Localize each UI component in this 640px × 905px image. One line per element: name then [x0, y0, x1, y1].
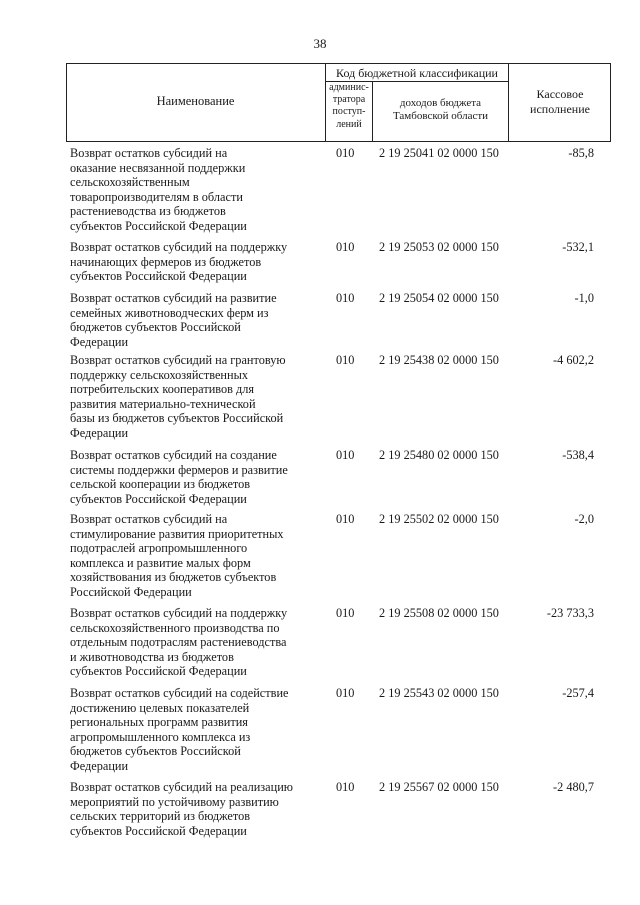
row-name: Возврат остатков субсидий на оказание несвязанной поддержки сельскохозяйственным товаропроизводителям в области растениеводства из бюджетов субъектов Российской Федерации	[70, 146, 247, 233]
row-admin-code: 010	[336, 240, 355, 254]
row-income-code: 2 19 25480 02 0000 150	[379, 448, 499, 462]
row-name: Возврат остатков субсидий на стимулирование развития приоритетных подотраслей агропромышленного комплекса и развитие малых форм хозяйствования из бюджетов субъектов Российской Федерации	[70, 512, 284, 599]
row-admin-code: 010	[336, 448, 355, 462]
row-amount: -85,8	[568, 146, 594, 160]
row-admin-code: 010	[336, 146, 355, 160]
row-income-code: 2 19 25567 02 0000 150	[379, 780, 499, 794]
row-admin-code: 010	[336, 606, 355, 620]
row-income-code: 2 19 25438 02 0000 150	[379, 353, 499, 367]
header-code-group: Код бюджетной классификации	[336, 66, 498, 80]
row-income-code: 2 19 25054 02 0000 150	[379, 291, 499, 305]
row-income-code: 2 19 25508 02 0000 150	[379, 606, 499, 620]
row-amount: -2 480,7	[553, 780, 594, 794]
row-amount: -4 602,2	[553, 353, 594, 367]
row-admin-code: 010	[336, 686, 355, 700]
row-name: Возврат остатков субсидий на создание системы поддержки фермеров и развитие сельской кооперации из бюджетов субъектов Российской Федерации	[70, 448, 288, 506]
row-income-code: 2 19 25053 02 0000 150	[379, 240, 499, 254]
row-admin-code: 010	[336, 291, 355, 305]
row-amount: -1,0	[574, 291, 594, 305]
row-admin-code: 010	[336, 512, 355, 526]
row-amount: -2,0	[574, 512, 594, 526]
page-number: 38	[313, 36, 327, 51]
header-name: Наименование	[156, 94, 235, 108]
row-name: Возврат остатков субсидий на поддержку начинающих фермеров из бюджетов субъектов Российской Федерации	[70, 240, 288, 283]
row-admin-code: 010	[336, 353, 355, 367]
row-amount: -538,4	[562, 448, 594, 462]
row-name: Возврат остатков субсидий на грантовую поддержку сельскохозяйственных потребительских кооперативов для развития материально-технической базы из бюджетов субъектов Российской Федерации	[70, 353, 286, 440]
row-income-code: 2 19 25502 02 0000 150	[379, 512, 499, 526]
row-income-code: 2 19 25041 02 0000 150	[379, 146, 499, 160]
row-amount: -257,4	[562, 686, 594, 700]
row-name: Возврат остатков субсидий на поддержку сельскохозяйственного производства по отдельным подотраслям растениеводства и животноводства из бюджетов субъектов Российской Федерации	[70, 606, 288, 678]
row-amount: -23 733,3	[546, 606, 594, 620]
row-income-code: 2 19 25543 02 0000 150	[379, 686, 499, 700]
table-header	[66, 63, 611, 142]
row-name: Возврат остатков субсидий на содействие достижению целевых показателей региональных программ развития агропромышленного комплекса из бюджетов субъектов Российской Федерации	[70, 686, 289, 773]
row-amount: -532,1	[562, 240, 594, 254]
row-admin-code: 010	[336, 780, 355, 794]
header-income: доходов бюджета Тамбовской области	[392, 97, 489, 122]
header-cash: Кассовое исполнение	[530, 87, 590, 116]
row-name: Возврат остатков субсидий на развитие семейных животноводческих ферм из бюджетов субъектов Российской Федерации	[70, 291, 277, 349]
row-name: Возврат остатков субсидий на реализацию мероприятий по устойчивому развитию сельских территорий из бюджетов субъектов Российской Федерации	[70, 780, 293, 838]
header-admin: админис- тратора поступ- лений	[329, 82, 369, 130]
